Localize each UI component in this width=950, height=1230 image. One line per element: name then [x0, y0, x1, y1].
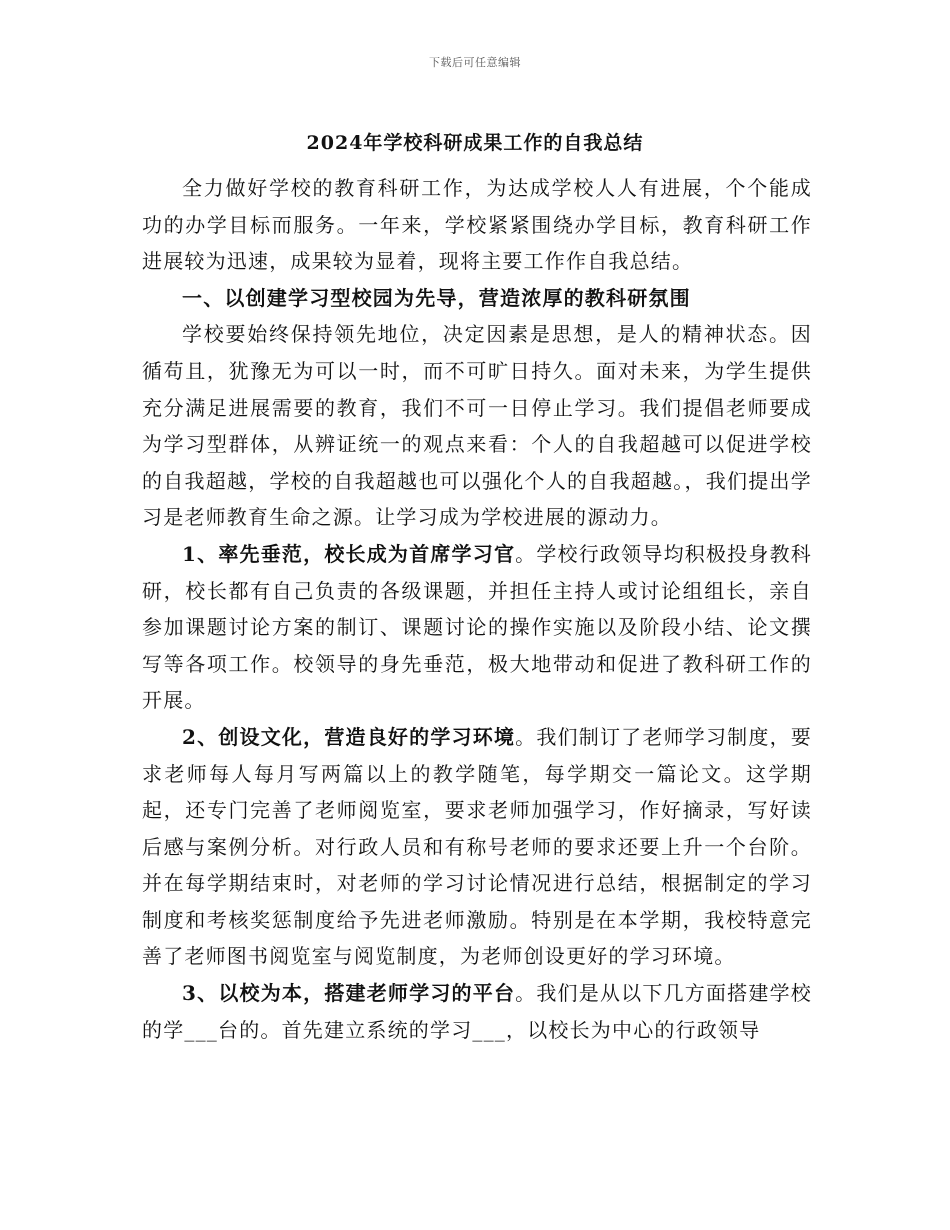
- section-1-paragraph: 学校要始终保持领先地位，决定因素是思想，是人的精神状态。因循苟且，犹豫无为可以一时，而不可旷日持久。面对未来，为学生提供充分满足进展需要的教育，我们不可一日停止学习。我们提倡老师要成为学习型群体，从辨证统一的观点来看：个人的自我超越可以促进学校的自我超越，学校的自我超越也可以强化个人的自我超越。，我们提出学习是老师教育生命之源。让学习成为学校进展的源动力。: [142, 322, 812, 530]
- item-3-lead: 3、以校为本，搭建老师学习的平台: [182, 981, 516, 1006]
- item-2-paragraph: [142, 719, 812, 975]
- item-1-lead: 1、率先垂范，校长成为首席学习官: [182, 541, 516, 566]
- item-1-paragraph: [142, 536, 812, 719]
- item-2-lead: 2、创设文化，营造良好的学习环境: [182, 724, 516, 749]
- item-2-text: 。我们制订了老师学习制度，要求老师每人每月写两篇以上的教学随笔，每学期交一篇论文。这学期起，还专门完善了老师阅览室，要求老师加强学习，作好摘录，写好读后感与案例分析。对行政人员和有称号老师的要求还要上升一个台阶。并在每学期结束时，对老师的学习讨论情况进行总结，根据制定的学习制度和考核奖惩制度给予先进老师激励。特别是在本学期，我校特意完善了老师图书阅览室与阅览制度，为老师创设更好的学习环境。: [142, 724, 812, 969]
- header-note: 下载后可任意编辑: [429, 56, 521, 69]
- item-3-text: 。我们是从以下几方面搭建学校的学___台的。首先建立系统的学习___，以校长为中心的行政领导: [142, 981, 812, 1042]
- item-3-paragraph: [142, 975, 812, 1048]
- document-title: 2024年学校科研成果工作的自我总结: [306, 132, 644, 154]
- intro-paragraph: 全力做好学校的教育科研工作，为达成学校人人有进展，个个能成功的办学目标而服务。一年来，学校紧紧围绕办学目标，教育科研工作进展较为迅速，成果较为显着，现将主要工作作自我总结。: [142, 176, 812, 274]
- section-heading-1: 一、以创建学习型校园为先导，营造浓厚的教科研氛围: [182, 285, 691, 310]
- document-body: [142, 170, 812, 1048]
- item-1-text: 。学校行政领导均积极投身教科研，校长都有自己负责的各级课题，并担任主持人或讨论组组长，亲自参加课题讨论方案的制订、课题讨论的操作实施以及阶段小结、论文撰写等各项工作。校领导的身先垂范，极大地带动和促进了教科研工作的开展。: [142, 541, 812, 713]
